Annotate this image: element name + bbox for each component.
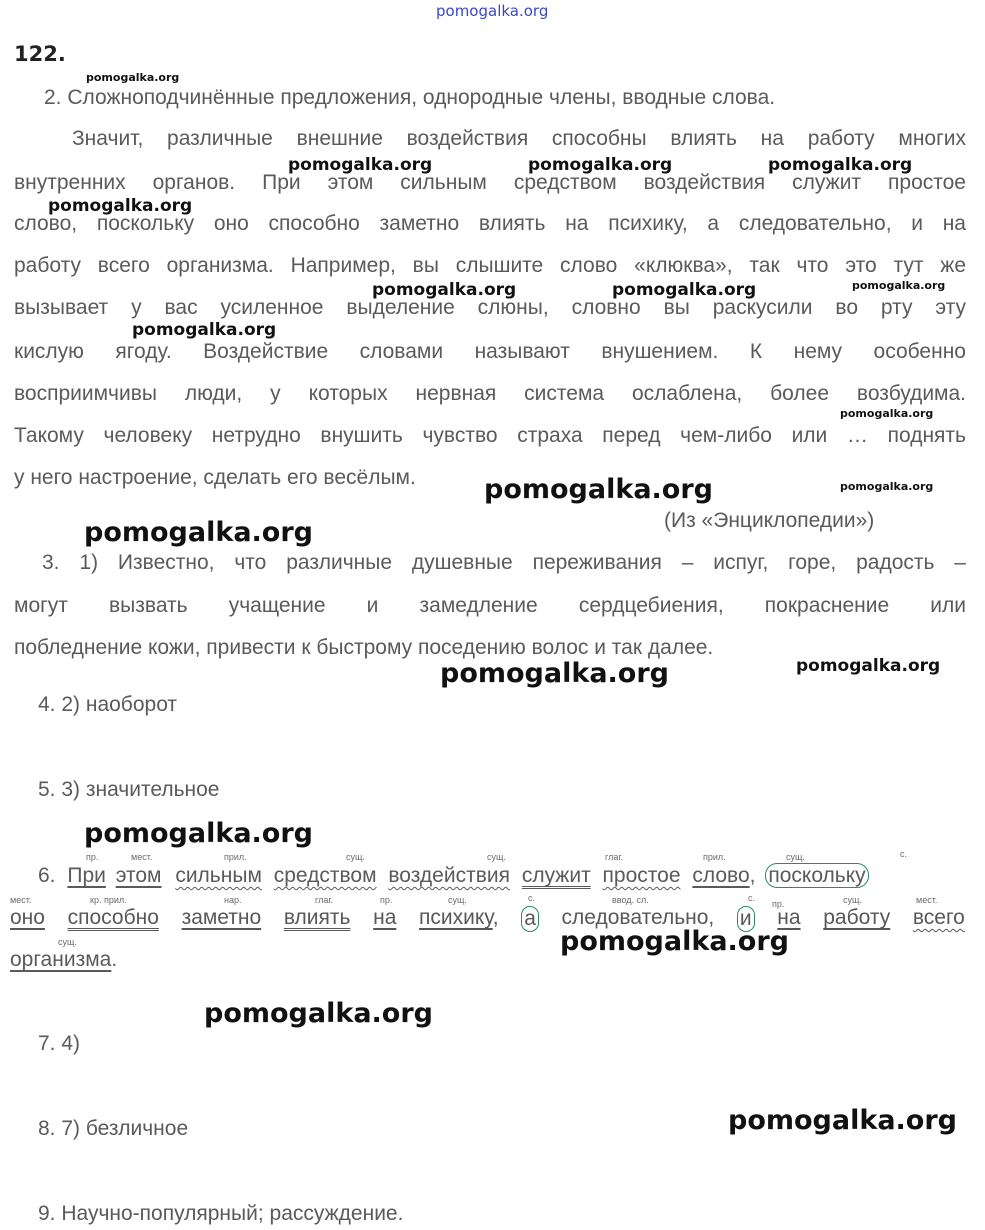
text-line: кислую ягоду. Воздействие словами называют внушением. К нему особенно — [14, 340, 966, 363]
item-3-line: могут вызвать учащение и замедление сердцебиения, покраснение или — [14, 594, 966, 617]
watermark-top: pomogalka.org — [436, 2, 549, 20]
text-line: восприимчивы люди, у которых нервная система ослаблена, более возбудима. — [14, 382, 966, 405]
pos-label: с. — [900, 849, 908, 859]
pos-label: глаг. — [315, 895, 334, 905]
pos-label: прил. — [703, 852, 726, 862]
watermark: pomogalka.org — [48, 196, 193, 216]
item-3-line: 3. 1) Известно, что различные душевные переживания – испуг, горе, радость – — [42, 551, 966, 574]
pos-label: мест. — [916, 895, 938, 905]
pos-label: с. — [528, 893, 536, 903]
watermark: pomogalka.org — [84, 818, 313, 849]
text-line: работу всего организма. Например, вы слышите слово «клюква», так что это тут же — [14, 254, 966, 277]
watermark: pomogalka.org — [560, 926, 789, 957]
watermark: pomogalka.org — [840, 407, 934, 420]
pos-label: ввод. сл. — [612, 895, 649, 905]
watermark: pomogalka.org — [840, 480, 934, 493]
watermark: pomogalka.org — [852, 279, 946, 292]
item-6-line-3: организма. — [10, 948, 118, 971]
watermark: pomogalka.org — [796, 656, 941, 676]
pos-label: сущ. — [448, 895, 467, 905]
pos-label: пр. — [380, 895, 393, 905]
pos-label: сущ. — [843, 895, 862, 905]
pos-label: прил. — [224, 852, 247, 862]
source-citation: (Из «Энциклопедии») — [664, 509, 875, 532]
item-2: 2. Сложноподчинённые предложения, однородные члены, вводные слова. — [44, 86, 776, 109]
pos-label: мест. — [131, 852, 153, 862]
item-3-line: побледнение кожи, привести к быстрому поседению волос и так далее. — [14, 636, 714, 659]
item-4: 4. 2) наоборот — [38, 693, 178, 716]
item-6-line-1: 6. При этом сильным средством воздействия служит простое слово, поскольку — [38, 864, 869, 888]
watermark: pomogalka.org — [484, 474, 713, 505]
watermark: pomogalka.org — [372, 280, 517, 300]
item-6-line-2: оно способно заметно влиять на психику, а следовательно, и на работу всего — [10, 906, 965, 930]
watermark: pomogalka.org — [440, 658, 669, 689]
watermark: pomogalka.org — [612, 280, 757, 300]
watermark: pomogalka.org — [528, 155, 673, 175]
item-7: 7. 4) — [38, 1032, 81, 1055]
item-9: 9. Научно-популярный; рассуждение. — [38, 1202, 404, 1225]
item-8: 8. 7) безличное — [38, 1117, 189, 1140]
pos-label: сущ. — [346, 852, 365, 862]
pos-label: сущ. — [58, 937, 77, 947]
watermark: pomogalka.org — [86, 71, 180, 84]
watermark: pomogalka.org — [132, 320, 277, 340]
pos-label: кр. прил. — [90, 895, 127, 905]
watermark: pomogalka.org — [84, 517, 313, 548]
text-line: слово, поскольку оно способно заметно влиять на психику, а следовательно, и на — [14, 212, 966, 235]
text-line-last: у него настроение, сделать его весёлым. — [14, 466, 416, 489]
text-line: Значит, различные внешние воздействия способны влиять на работу многих — [72, 127, 966, 150]
watermark: pomogalka.org — [768, 155, 913, 175]
text-line: внутренних органов. При этом сильным средством воздействия служит простое — [14, 171, 966, 194]
watermark: pomogalka.org — [728, 1105, 957, 1136]
pos-label: нар. — [224, 895, 242, 905]
task-number: 122. — [14, 42, 66, 66]
watermark: pomogalka.org — [288, 155, 433, 175]
item-5: 5. 3) значительное — [38, 778, 220, 801]
pos-label: мест. — [10, 895, 32, 905]
pos-label: пр. — [772, 899, 785, 909]
text-line: Такому человеку нетрудно внушить чувство страха перед чем-либо или … поднять — [14, 424, 966, 447]
watermark: pomogalka.org — [204, 998, 433, 1029]
pos-label: с. — [748, 893, 756, 903]
pos-label: глаг. — [605, 852, 624, 862]
pos-label: сущ. — [786, 852, 805, 862]
text-line: вызывает у вас усиленное выделение слюны, словно вы раскусили во рту эту — [14, 296, 966, 319]
pos-label: сущ. — [487, 852, 506, 862]
pos-label: пр. — [86, 852, 99, 862]
